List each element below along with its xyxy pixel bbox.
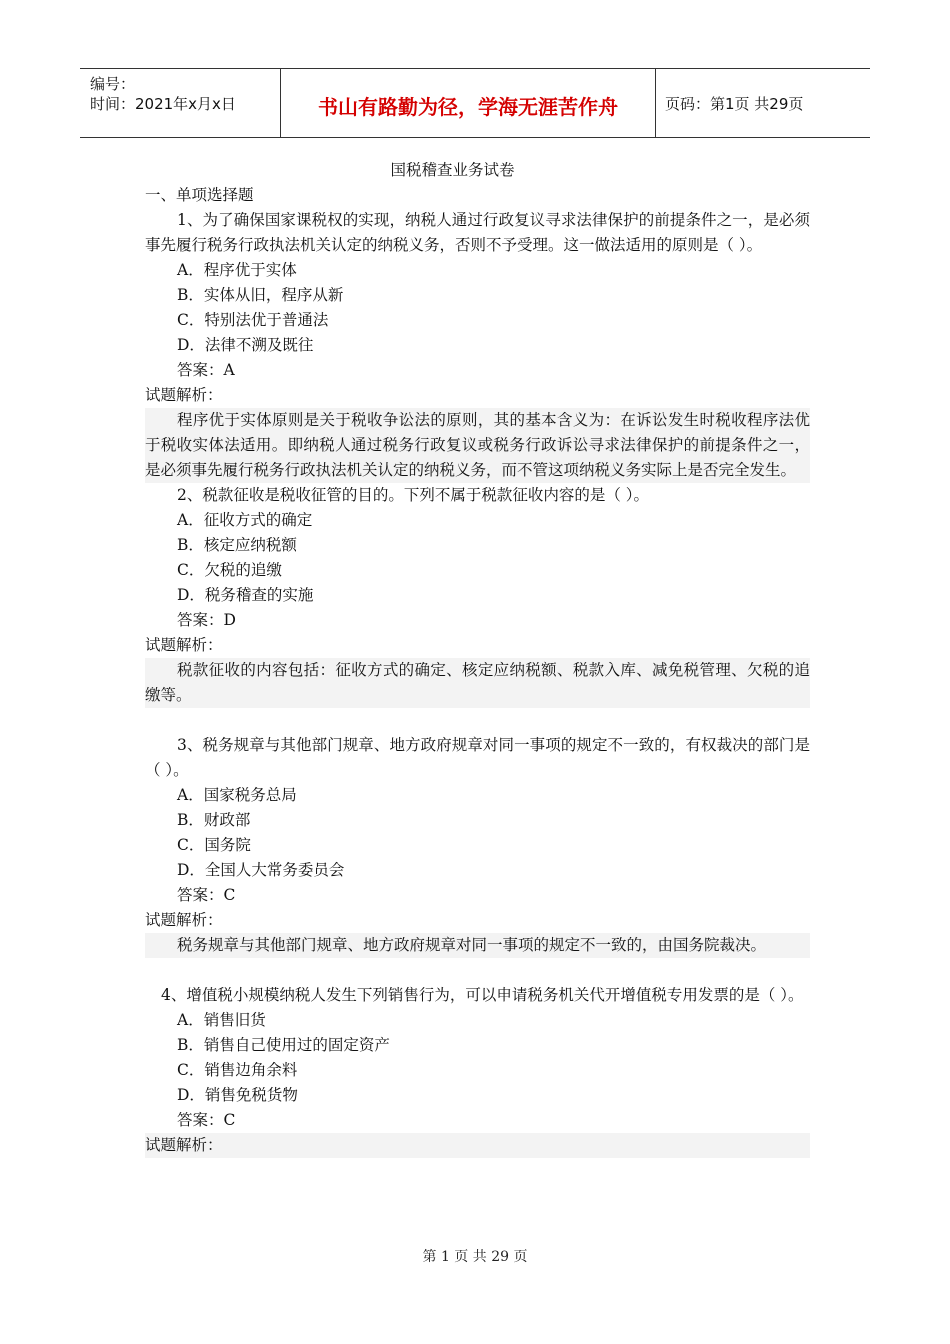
blank-line [145,708,810,733]
option: A．销售旧货 [177,1011,266,1029]
blank-line [145,958,810,983]
option: D．法律不溯及既往 [177,336,314,354]
document-date: 时间：2021年x月x日 [90,95,236,113]
page-footer: 第 1 页 共 29 页 [422,1249,528,1265]
question-stem: 2、税款征收是税收征管的目的。下列不属于税款征收内容的是（ ）。 [177,486,650,504]
option: B．实体从旧，程序从新 [177,286,344,304]
explanation-label: 试题解析： [145,636,223,654]
explanation-label: 试题解析： [145,386,223,404]
option: A．程序优于实体 [177,261,297,279]
option: C．欠税的追缴 [177,561,282,579]
option: B．财政部 [177,811,251,829]
option: D．销售免税货物 [177,1086,298,1104]
explanation-label: 试题解析： [145,911,223,929]
section-heading: 一、单项选择题 [145,186,254,204]
option: C．特别法优于普通法 [177,311,329,329]
question-stem: 3、税务规章与其他部门规章、地方政府规章对同一事项的规定不一致的，有权裁决的部门是（ ）。 [145,736,810,779]
document-body [145,158,810,1158]
answer: 答案：A [177,361,235,379]
answer: 答案：D [177,611,236,629]
answer: 答案：C [177,1111,236,1129]
header-table [80,68,870,138]
option: B．销售自己使用过的固定资产 [177,1036,390,1054]
document-title: 国税稽查业务试卷 [390,161,515,179]
header-page-cell [655,69,870,137]
explanation-text: 程序优于实体原则是关于税收争讼法的原则，其的基本含义为：在诉讼发生时税收程序法优于税收实体法适用。即纳税人通过税务行政复议或税务行政诉讼寻求法律保护的前提条件之一，是必须事先履行税务行政执法机关认定的纳税义务，而不管这项纳税义务实际上是否完全发生。 [145,408,810,483]
option: A．国家税务总局 [177,786,297,804]
motto-text: 书山有路勤为径，学海无涯苦作舟 [318,95,618,119]
option: D．税务稽查的实施 [177,586,314,604]
option: A．征收方式的确定 [177,511,313,529]
explanation-text: 税务规章与其他部门规章、地方政府规章对同一事项的规定不一致的，由国务院裁决。 [145,933,810,958]
question-stem: 4、增值税小规模纳税人发生下列销售行为，可以申请税务机关代开增值税专用发票的是（ ）。 [161,986,804,1004]
option: C．销售边角余料 [177,1061,298,1079]
header-info-cell [80,69,280,137]
header-motto-cell [280,69,656,137]
document-number-label: 编号： [90,75,136,93]
option: D．全国人大常务委员会 [177,861,345,879]
explanation-label: 试题解析： [145,1133,810,1158]
option: C．国务院 [177,836,251,854]
header-page-info: 页码：第1页 共29页 [665,95,804,113]
option: B．核定应纳税额 [177,536,297,554]
question-stem: 1、为了确保国家课税权的实现，纳税人通过行政复议寻求法律保护的前提条件之一，是必须事先履行税务行政执法机关认定的纳税义务，否则不予受理。这一做法适用的原则是（ ）。 [145,211,810,254]
explanation-text: 税款征收的内容包括：征收方式的确定、核定应纳税额、税款入库、减免税管理、欠税的追缴等。 [145,658,810,708]
answer: 答案：C [177,886,236,904]
